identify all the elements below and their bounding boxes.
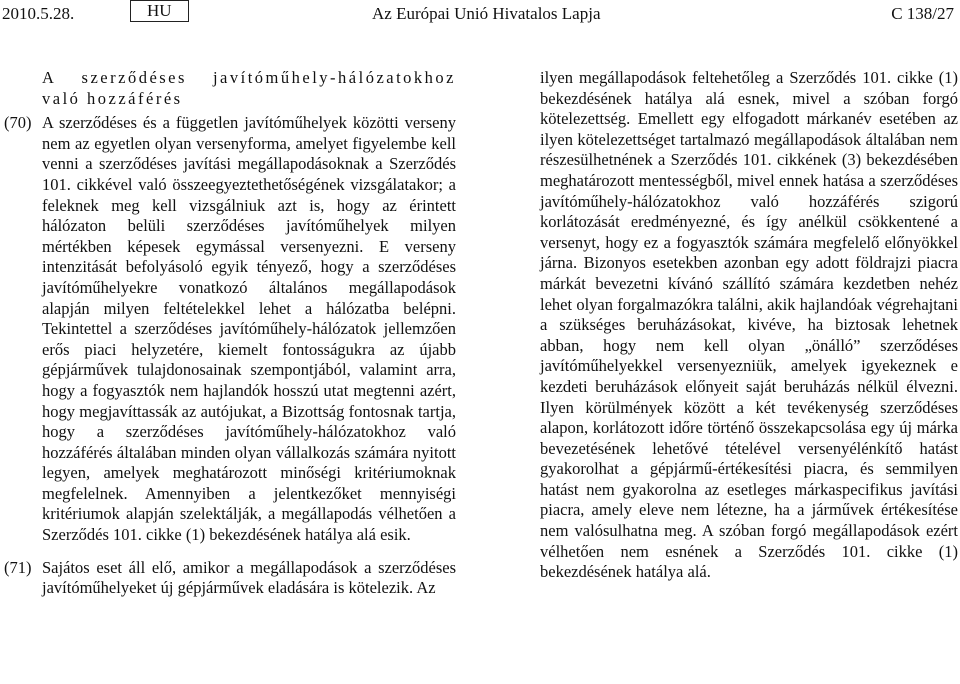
paragraph-text: A szerződéses és a független javítóműhelyek közötti verseny nem az egyetlen olyan versenyforma, amelyet figyelembe kell venni a szerződéses javítási megállapodásoknak a Szerződés 101. cikkével való összeegyeztethetőségének vizsgálatakor; a feleknek meg kell vizsgálniuk azt is, hogy az érintett hálózaton belüli szerződéses javítóműhelyek milyen mértékben képesek egymással versenyezni. E verseny intenzitását befolyásoló egyik tényező, hogy a szerződéses javítóműhelyekre vonatkozó általános megállapodások alapján milyen feltételekkel lehet a hálózatba belépni. Tekintettel a szerződéses javítóműhely-hálózatok jellemzően erős piaci helyzetére, kiemelt fontosságukra az újabb gépjárművek tulajdonosainak szempontjából, valamint arra, hogy a fogyasztók nem hajlandók hosszú utat megtenni azért, hogy megjavíttassák az autójukat, a Bizottság fontosnak tartja, hogy a szerződéses javítóműhely-hálózatokhoz való hozzáférés általában minden olyan vállalkozás számára nyitott legyen, amelyek meghatározott minőségi kritériumoknak megfelelnek. Amennyiben a jelentkezőket mennyiségi kritériumok alapján szelektálják, a megállapodás vélhetően a Szerződés 101. cikke (1) bekezdésének hatálya alá esik. bbox=[42, 113, 456, 545]
paragraph-71 bbox=[4, 558, 456, 599]
paragraph-number: (70) bbox=[4, 113, 32, 133]
paragraph-text: Sajátos eset áll elő, amikor a megállapodások a szerződéses javítóműhelyeket új gépjárművek eladására is kötelezik. Az bbox=[42, 557, 456, 598]
paragraph-number: (71) bbox=[4, 557, 32, 577]
page-header bbox=[0, 0, 960, 26]
page-reference: C 138/27 bbox=[891, 4, 954, 23]
section-heading: A szerződéses javítóműhely-hálózatokhoz való hozzáférés bbox=[42, 68, 456, 108]
language-badge: HU bbox=[130, 0, 189, 22]
left-column bbox=[4, 68, 456, 599]
paragraph-continuation: ilyen megállapodások feltehetőleg a Szerződés 101. cikke (1) bekezdésének hatálya alá esnek, mivel a szóban forgó kötelezettség. Emellett egy elfogadott márkanév esetében az ilyen kötelezettséget tartalmazó megállapodások általában nem részesülhetnének a Szerződés 101. cikkének (3) bekezdésében meghatározott mentességből, mivel ennek hatása a szerződéses javítóműhely-hálózatokhoz való hozzáférés szigorú korlátozását eredményezné, és így anélkül csökkentené a versenyt, hogy ez a fogyasztók számára megfelelő előnyökkel járna. Bizonyos esetekben azonban egy adott földrajzi piacra márkát bevezetni kívánó szállító számára kezdetben nehéz lehet olyan forgalmazókra találni, akik hajlandóak végrehajtani a szükséges beruházásokat, kivéve, ha biztosak lehetnek abban, hogy nem kell olyan „önálló” szerződéses javítóműhelyekkel versenyezniük, amelyek igyekeznek e kezdeti beruházások előnyeit saját beruházás nélkül élvezni. Ilyen körülmények között a két tevékenység szerződéses alapon, korlátozott időre történő összekapcsolása egy új márka bevezetésének lehetővé tételével versenyélénkítő hatást gyakorolhat a gépjármű-értékesítési piacra, és semmilyen hatást nem gyakorolna az esetleges márkaspecifikus javítási piacra, amely eleve nem létezne, ha a járművek értékesítése nem valósulhatna meg. A szóban forgó megállapodások ezért vélhetően nem esnének a Szerződés 101. cikke (1) bekezdésének hatálya alá. bbox=[540, 68, 958, 582]
publication-date: 2010.5.28. bbox=[2, 4, 75, 23]
paragraph-70 bbox=[4, 113, 456, 545]
right-column bbox=[540, 68, 958, 583]
journal-title: Az Európai Unió Hivatalos Lapja bbox=[372, 4, 601, 23]
